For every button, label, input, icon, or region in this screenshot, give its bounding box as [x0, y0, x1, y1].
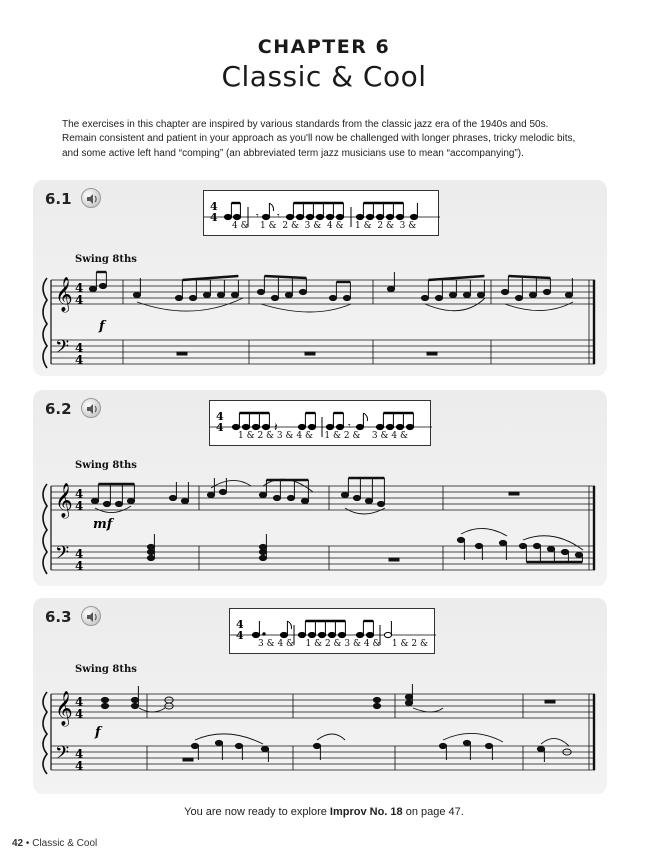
count-labels: 3 & 4 & 1 & 2 & 3 & 4 & 1 & 2 &	[258, 639, 428, 649]
svg-text:𝄽: 𝄽	[274, 420, 278, 434]
svg-text:4: 4	[75, 759, 84, 773]
svg-text:4: 4	[75, 559, 84, 573]
exercise-label: 6.3	[45, 608, 72, 626]
svg-text:𝄾: 𝄾	[256, 211, 259, 222]
svg-text:4: 4	[216, 410, 224, 423]
svg-text:4: 4	[75, 341, 84, 355]
grand-staff	[33, 598, 607, 794]
dynamic-marking: f	[99, 319, 105, 334]
swing-marking: Swing 8ths	[75, 460, 137, 471]
svg-text:4: 4	[75, 499, 84, 513]
svg-text:𝄾: 𝄾	[348, 421, 351, 432]
count-labels: 4 & 1 & 2 & 3 & 4 & 1 & 2 & 3 &	[232, 221, 417, 231]
chapter-number: CHAPTER 6	[257, 36, 391, 58]
count-labels: 1 & 2 & 3 & 4 & 1 & 2 & 3 & 4 &	[238, 431, 408, 441]
svg-text:𝄾: 𝄾	[277, 211, 280, 222]
note-prefix: You are now ready to explore	[184, 806, 330, 818]
svg-text:𝄢: 𝄢	[55, 743, 70, 768]
intro-text: The exercises in this chapter are inspired by various standards from the classic jazz era of the 1940s and 50s. Remain consistent and patient in your approach as you'll now be challenged with longer phrases, tricky melodic bits, and some active left hand “comping” (an abbreviated term jazz musicians use to mean “accompanying”).	[62, 119, 576, 159]
svg-text:4: 4	[75, 747, 84, 761]
svg-text:4: 4	[210, 211, 218, 224]
svg-text:𝄢: 𝄢	[55, 337, 70, 362]
svg-text:𝄢: 𝄢	[55, 543, 70, 568]
svg-text:4: 4	[75, 707, 84, 721]
exercise-panel-6-3	[33, 598, 607, 794]
grand-staff	[33, 390, 607, 586]
svg-text:𝄞: 𝄞	[55, 483, 73, 518]
page-number: 42	[12, 838, 24, 849]
svg-text:4: 4	[236, 629, 244, 642]
svg-text:𝄞: 𝄞	[55, 277, 73, 312]
page-footer	[12, 838, 97, 849]
swing-marking: Swing 8ths	[75, 664, 137, 675]
improv-link: Improv No. 18	[329, 806, 403, 818]
exercise-panel-6-2	[33, 390, 607, 586]
note-suffix: on page 47.	[402, 806, 464, 818]
chapter-title: Classic & Cool	[221, 60, 427, 93]
exercise-label: 6.2	[45, 400, 72, 418]
svg-text:4: 4	[75, 353, 84, 367]
svg-text:4: 4	[75, 293, 84, 307]
svg-text:4: 4	[236, 618, 244, 631]
svg-text:4: 4	[75, 547, 84, 561]
footer-bullet: •	[25, 838, 30, 849]
next-improv-note	[0, 806, 648, 818]
exercise-panel-6-1	[33, 180, 607, 376]
grand-staff	[33, 180, 607, 376]
svg-text:4: 4	[210, 200, 218, 213]
svg-text:𝄞: 𝄞	[55, 691, 73, 726]
footer-section: Classic & Cool	[32, 838, 98, 849]
svg-text:4: 4	[75, 487, 84, 501]
svg-text:4: 4	[216, 421, 224, 434]
dynamic-marking: f	[95, 725, 101, 740]
svg-text:4: 4	[75, 281, 84, 295]
exercise-label: 6.1	[45, 190, 72, 208]
dynamic-marking: mf	[93, 517, 113, 532]
svg-text:4: 4	[75, 695, 84, 709]
swing-marking: Swing 8ths	[75, 254, 137, 265]
